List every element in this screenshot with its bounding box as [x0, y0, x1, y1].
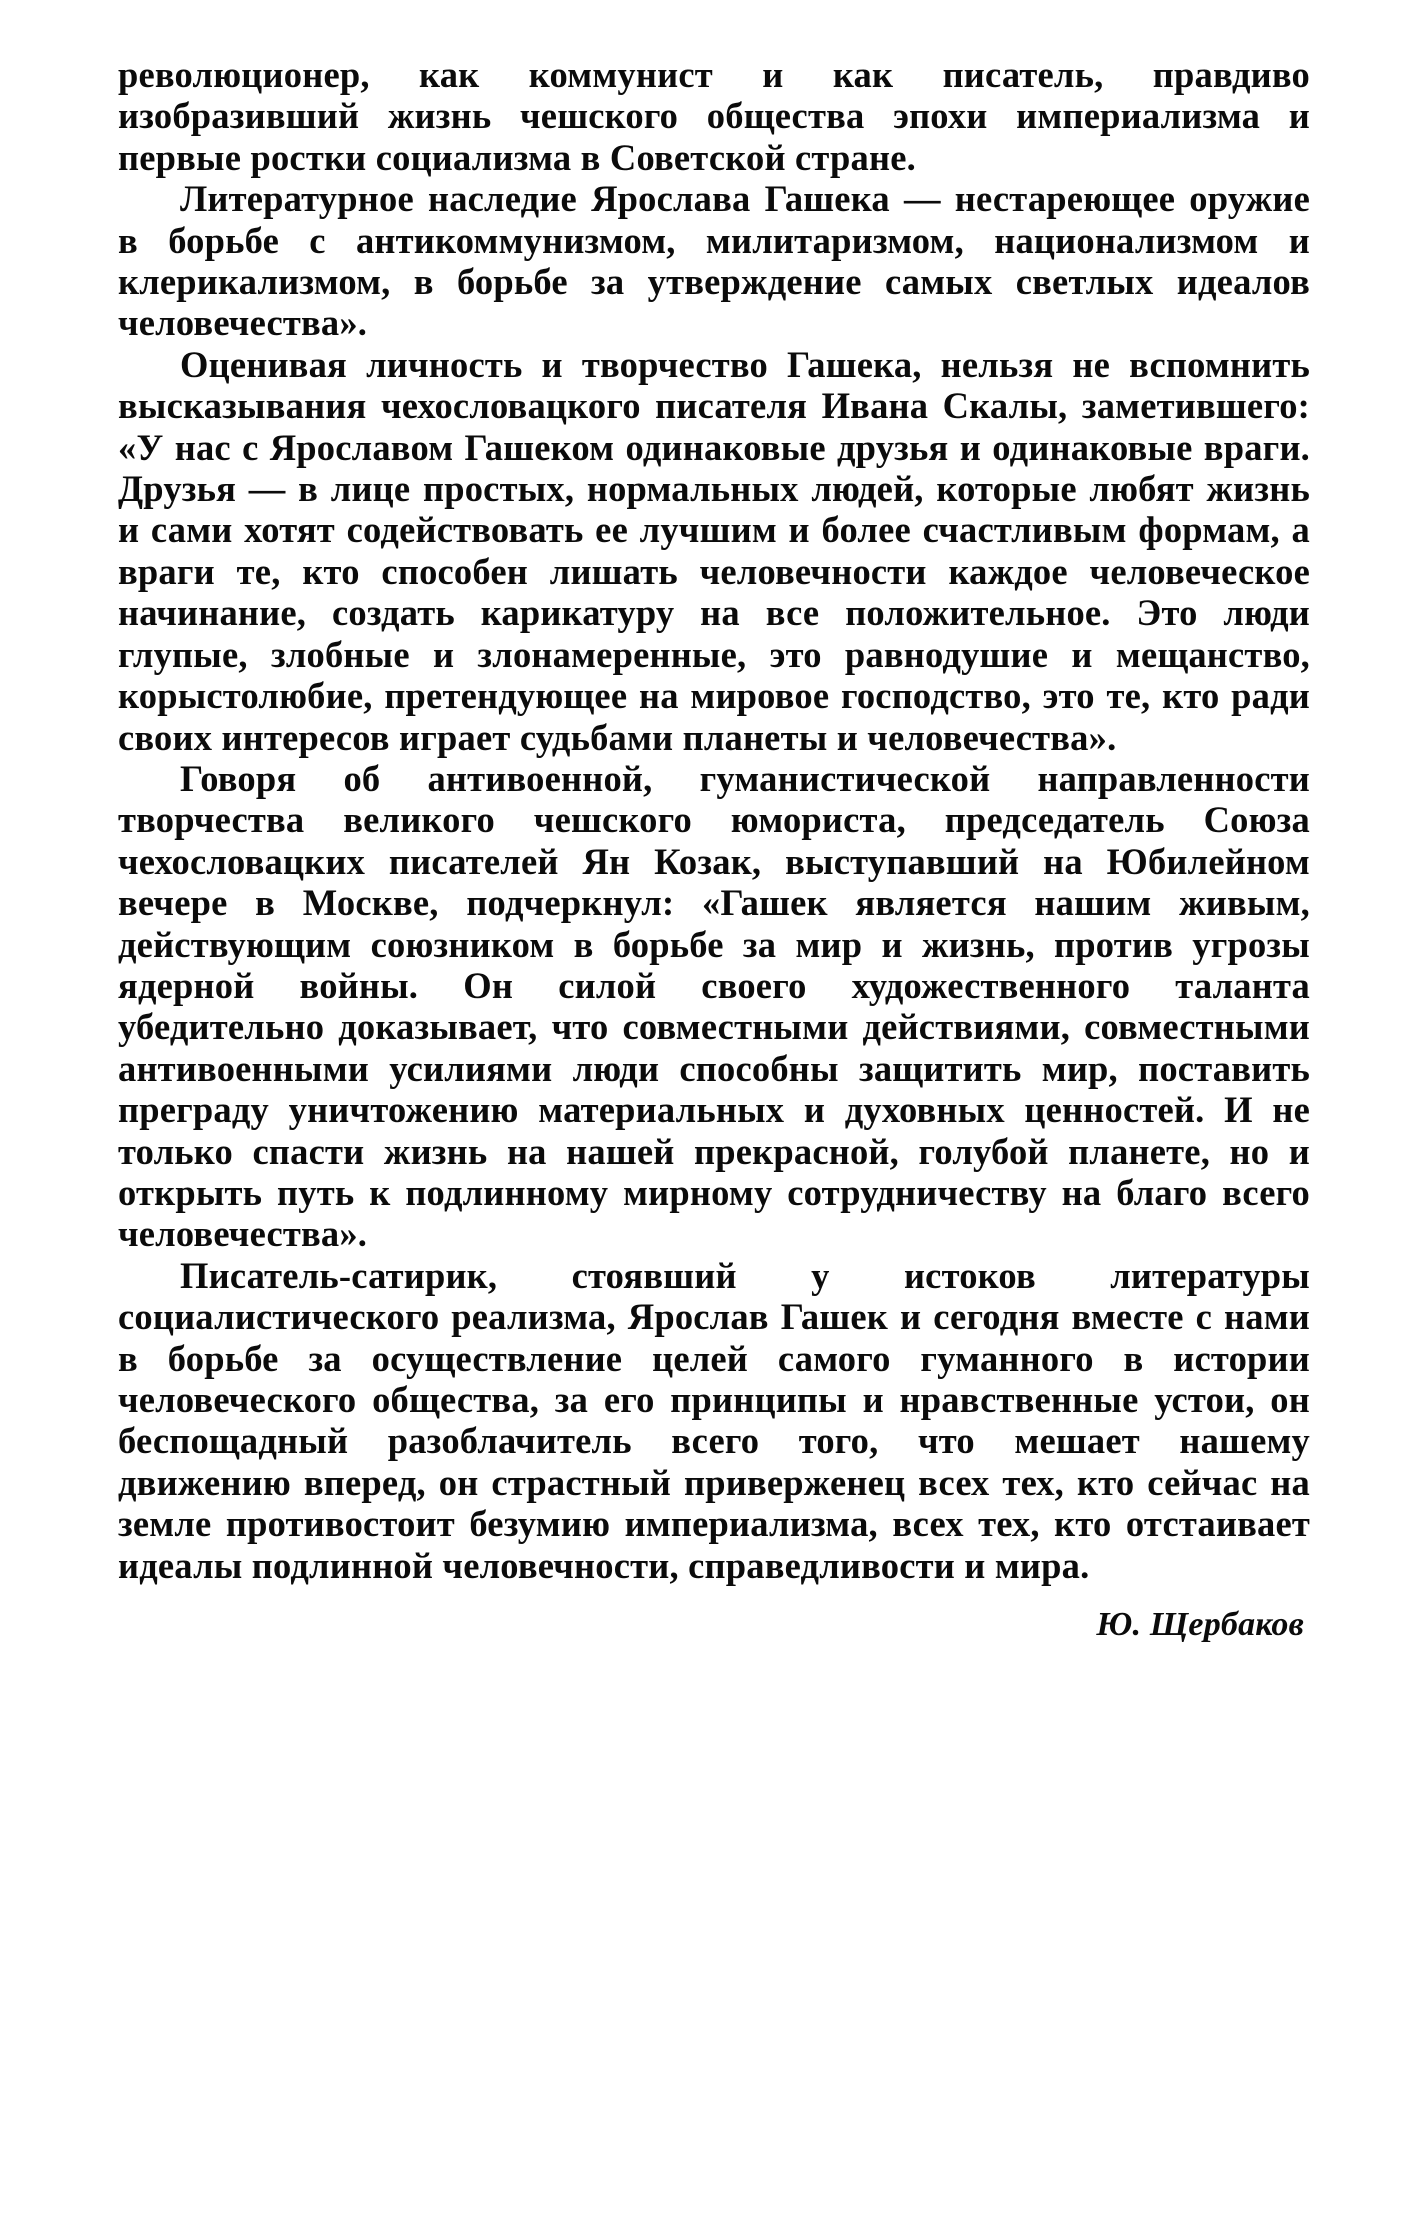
- author-signature: Ю. Щербаков: [1096, 1606, 1304, 1644]
- paragraph-kozak-quote: Говоря об антивоенной, гуманистической направленности творчества великого чешского юмориста, председатель Союза чехословацких писателей Ян Козак, выступавший на Юбилейном вечере в Москве, подчеркнул: «Гашек является нашим живым, действующим союзником в борьбе за мир и жизнь, против угрозы ядерной войны. Он силой своего художественного таланта убедительно доказывает, что совместными действиями, совместными антивоенными усилиями люди способны защитить мир, поставить преграду уничтожению материальных и духовных ценностей. И не только спасти жизнь на нашей прекрасной, голубой планете, но и открыть путь к подлинному мирному сотрудничеству на благо всего человечества».: [118, 757, 1310, 1255]
- document-page: [118, 54, 1310, 1645]
- paragraph-literary-heritage: Литературное наследие Ярослава Гашека — нестареющее оружие в борьбе с антикоммунизмом, милитаризмом, национализмом и клерикализмом, в борьбе за утверждение самых светлых идеалов человечества».: [118, 178, 1310, 344]
- paragraph-skala-quote: Оценивая личность и творчество Гашека, нельзя не вспомнить высказывания чехословацкого писателя Ивана Скалы, заметившего: «У нас с Ярославом Гашеком одинаковые друзья и одинаковые враги. Друзья — в лице простых, нормальных людей, которые любят жизнь и сами хотят содействовать ее лучшим и более счастливым формам, а враги те, кто способен лишать человечности каждое человеческое начинание, создать карикатуру на все положительное. Это люди глупые, злобные и злонамеренные, это равнодушие и мещанство, корыстолюбие, претендующее на мировое господство, это те, кто ради своих интересов играет судьбами планеты и человечества».: [118, 343, 1310, 758]
- paragraph-continuation: революционер, как коммунист и как писатель, правдиво изобразивший жизнь чешского общества эпохи империализма и первые ростки социализма в Советской стране.: [118, 54, 1310, 178]
- paragraph-conclusion: Писатель-сатирик, стоявший у истоков литературы социалистического реализма, Ярослав Гашек и сегодня вместе с нами в борьбе за осуществление целей самого гуманного в истории человеческого общества, за его принципы и нравственные устои, он беспощадный разоблачитель всего того, что мешает нашему движению вперед, он страстный приверженец всех тех, кто сейчас на земле противостоит безумию империализма, всех тех, кто отстаивает идеалы подлинной человечности, справедливости и мира.: [118, 1254, 1310, 1586]
